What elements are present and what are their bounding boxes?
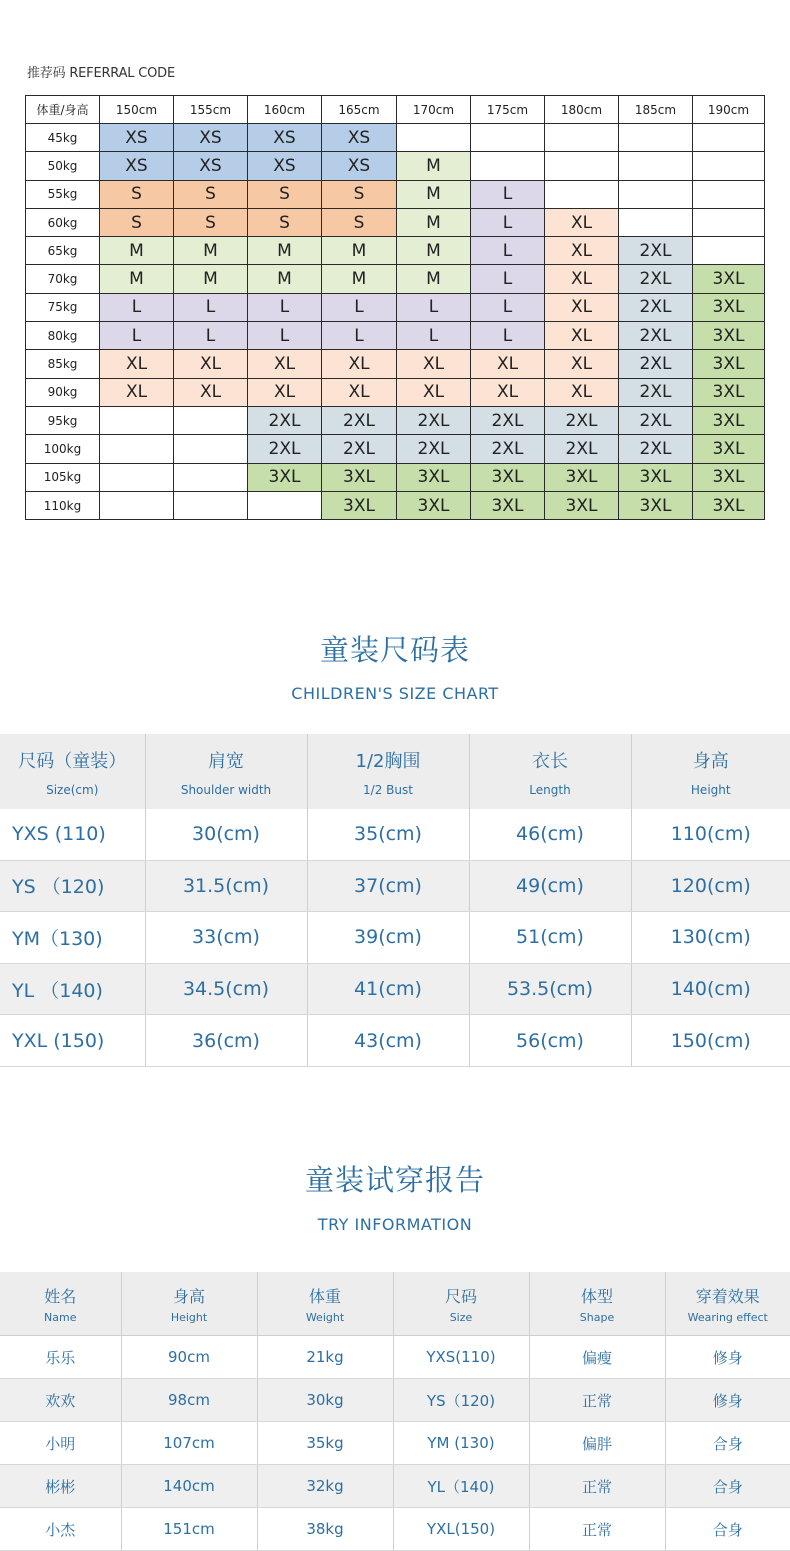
grid-row (26, 463, 765, 491)
shape-cell: 正常 (529, 1379, 665, 1422)
size-cell (471, 124, 545, 152)
size-header: 尺码 Size (393, 1272, 529, 1336)
try-info-title-en: TRY INFORMATION (317, 1215, 473, 1234)
grid-row (26, 322, 765, 350)
size-cell: XL (100, 378, 174, 406)
size-cell: S (322, 208, 397, 236)
size-cell: L (471, 293, 545, 321)
size-cell: M (397, 208, 471, 236)
size-cell (619, 180, 693, 208)
size-cell: 3XL (322, 491, 397, 519)
try-table-body (0, 1336, 790, 1551)
size-cell: XL (248, 350, 322, 378)
try-info-title-cn: 童装试穿报告 (304, 1163, 485, 1197)
size-row (0, 809, 790, 860)
height-cell: 140cm (121, 1465, 257, 1508)
name-cell: 小杰 (0, 1508, 121, 1551)
size-label: YXS (110) (0, 809, 145, 860)
grid-header-row (26, 96, 765, 124)
size-cell: M (397, 152, 471, 180)
size-cell: XL (471, 378, 545, 406)
size-cell: XS (322, 152, 397, 180)
size-cell: YL（140) (393, 1465, 529, 1508)
size-row (0, 1015, 790, 1067)
name-cell: 欢欢 (0, 1379, 121, 1422)
shape-cell: 正常 (529, 1465, 665, 1508)
size-cell: S (100, 208, 174, 236)
size-cell: 3XL (545, 491, 619, 519)
weight-cell: 38kg (257, 1508, 393, 1551)
size-cell (174, 406, 248, 434)
size-cell: L (471, 322, 545, 350)
height-header: 身高 Height (121, 1272, 257, 1336)
size-cell: S (248, 180, 322, 208)
size-cell: L (471, 265, 545, 293)
size-cell: 2XL (248, 435, 322, 463)
height-header: 160cm (248, 96, 322, 124)
try-table-header-row (0, 1272, 790, 1336)
size-cell: 3XL (693, 491, 765, 519)
size-label: YL （140) (0, 963, 145, 1015)
grid-row (26, 378, 765, 406)
referral-code-label: 推荐码 REFERRAL CODE (27, 66, 176, 81)
weight-label: 65kg (26, 237, 100, 265)
size-cell: M (248, 265, 322, 293)
size-cell: XS (248, 124, 322, 152)
wearing-effect-cell: 修身 (665, 1336, 790, 1379)
grid-row (26, 491, 765, 519)
size-cell (619, 124, 693, 152)
size-cell: M (397, 265, 471, 293)
weight-label: 90kg (26, 378, 100, 406)
grid-row (26, 124, 765, 152)
height-cell: 98cm (121, 1379, 257, 1422)
size-cell (619, 152, 693, 180)
size-table-body (0, 809, 790, 1066)
size-cell: 2XL (619, 265, 693, 293)
size-label: YM（130) (0, 912, 145, 964)
name-cell: 乐乐 (0, 1336, 121, 1379)
size-cell (100, 491, 174, 519)
length-header: 衣长 Length (469, 734, 631, 809)
size-cell: 2XL (397, 435, 471, 463)
size-cell: L (322, 322, 397, 350)
size-cell (545, 152, 619, 180)
size-cell: S (322, 180, 397, 208)
size-cell: XL (545, 208, 619, 236)
wearing-effect-header: 穿着效果 Wearing effect (665, 1272, 790, 1336)
shoulder-width-header: 肩宽 Shoulder width (145, 734, 307, 809)
weight-label: 100kg (26, 435, 100, 463)
size-cell: XL (322, 378, 397, 406)
size-cell: M (397, 180, 471, 208)
size-cell (248, 491, 322, 519)
size-cell: XS (174, 124, 248, 152)
height-header: 180cm (545, 96, 619, 124)
size-cell: L (471, 237, 545, 265)
size-cell: 2XL (397, 406, 471, 434)
size-cell: 2XL (619, 406, 693, 434)
height-header: 190cm (693, 96, 765, 124)
size-cell: 3XL (693, 406, 765, 434)
size-cell: 2XL (545, 406, 619, 434)
size-cell: M (174, 237, 248, 265)
size-cell (100, 463, 174, 491)
try-row (0, 1422, 790, 1465)
wearing-effect-cell: 合身 (665, 1465, 790, 1508)
size-cell: M (100, 265, 174, 293)
measurement-value: 41(cm) (307, 963, 469, 1015)
size-cell: L (322, 293, 397, 321)
size-cell: 2XL (248, 406, 322, 434)
size-cell: 3XL (545, 463, 619, 491)
measurement-value: 30(cm) (145, 809, 307, 860)
size-cell: YS（120) (393, 1379, 529, 1422)
size-cell: 3XL (322, 463, 397, 491)
height-cell: 151cm (121, 1508, 257, 1551)
size-chart-title-cn: 童装尺码表 (319, 633, 470, 667)
size-label: YXL (150) (0, 1015, 145, 1067)
wearing-effect-cell: 合身 (665, 1508, 790, 1551)
size-cell: XS (174, 152, 248, 180)
shape-cell: 偏瘦 (529, 1336, 665, 1379)
size-chart-title-en: CHILDREN'S SIZE CHART (291, 684, 499, 703)
size-cell (693, 237, 765, 265)
try-information-table (0, 1272, 790, 1551)
size-cell: XS (100, 152, 174, 180)
size-cell (693, 180, 765, 208)
weight-label: 75kg (26, 293, 100, 321)
weight-label: 85kg (26, 350, 100, 378)
size-cell: L (471, 180, 545, 208)
grid-corner-header: 体重/身高 (26, 96, 100, 124)
size-cell: S (174, 180, 248, 208)
size-cell: M (322, 265, 397, 293)
height-header: 175cm (471, 96, 545, 124)
half-bust-header: 1/2胸围 1/2 Bust (307, 734, 469, 809)
size-cell: XL (545, 265, 619, 293)
measurement-value: 110(cm) (631, 809, 790, 860)
size-cell: L (397, 322, 471, 350)
shape-cell: 偏胖 (529, 1422, 665, 1465)
size-cell: 3XL (619, 463, 693, 491)
children-size-table (0, 734, 790, 1067)
size-cell: 3XL (619, 491, 693, 519)
grid-row (26, 350, 765, 378)
size-cell: 2XL (619, 293, 693, 321)
measurement-value: 46(cm) (469, 809, 631, 860)
size-cell: XL (397, 378, 471, 406)
weight-label: 50kg (26, 152, 100, 180)
size-cell: 3XL (693, 378, 765, 406)
weight-label: 70kg (26, 265, 100, 293)
weight-height-size-grid (25, 95, 765, 520)
size-cell: 3XL (471, 463, 545, 491)
size-cell: 3XL (693, 350, 765, 378)
name-cell: 彬彬 (0, 1465, 121, 1508)
size-cell: 3XL (397, 463, 471, 491)
grid-row (26, 208, 765, 236)
weight-cell: 35kg (257, 1422, 393, 1465)
size-cell: XL (248, 378, 322, 406)
size-cell: XL (545, 293, 619, 321)
grid-row (26, 237, 765, 265)
measurement-value: 120(cm) (631, 860, 790, 912)
measurement-value: 35(cm) (307, 809, 469, 860)
size-cell (100, 406, 174, 434)
size-cell: XL (545, 350, 619, 378)
grid-row (26, 435, 765, 463)
size-row (0, 912, 790, 964)
size-cell: XL (174, 378, 248, 406)
size-cell (545, 180, 619, 208)
size-label: YS （120) (0, 860, 145, 912)
height-header: 185cm (619, 96, 693, 124)
size-cell: XL (545, 322, 619, 350)
height-header: 150cm (100, 96, 174, 124)
size-cell: L (100, 293, 174, 321)
weight-label: 60kg (26, 208, 100, 236)
size-cell: 3XL (397, 491, 471, 519)
measurement-value: 150(cm) (631, 1015, 790, 1067)
size-cell: XS (322, 124, 397, 152)
try-row (0, 1379, 790, 1422)
height-cell: 107cm (121, 1422, 257, 1465)
size-cell: M (322, 237, 397, 265)
grid-row (26, 265, 765, 293)
size-cell: L (248, 293, 322, 321)
size-cell (693, 208, 765, 236)
grid-row (26, 406, 765, 434)
size-cell: 3XL (248, 463, 322, 491)
weight-label: 55kg (26, 180, 100, 208)
size-cell: S (100, 180, 174, 208)
size-cell: XL (471, 350, 545, 378)
size-cell: XL (322, 350, 397, 378)
size-cell (619, 208, 693, 236)
measurement-value: 53.5(cm) (469, 963, 631, 1015)
size-cell: 2XL (322, 406, 397, 434)
size-cell: 2XL (471, 406, 545, 434)
size-cell: 2XL (619, 378, 693, 406)
size-cell: YXS(110) (393, 1336, 529, 1379)
measurement-value: 34.5(cm) (145, 963, 307, 1015)
weight-label: 95kg (26, 406, 100, 434)
grid-row (26, 152, 765, 180)
measurement-value: 56(cm) (469, 1015, 631, 1067)
size-cell: M (248, 237, 322, 265)
size-cell: 3XL (471, 491, 545, 519)
grid-row (26, 180, 765, 208)
size-cell: 2XL (619, 350, 693, 378)
height-header: 身高 Height (631, 734, 790, 809)
size-cell: XL (100, 350, 174, 378)
name-cell: 小明 (0, 1422, 121, 1465)
size-cell: M (397, 237, 471, 265)
size-cell: S (248, 208, 322, 236)
size-cell: XL (174, 350, 248, 378)
size-cell (174, 491, 248, 519)
weight-cell: 30kg (257, 1379, 393, 1422)
size-cell (174, 435, 248, 463)
size-cell: XL (397, 350, 471, 378)
size-cell: 2XL (619, 237, 693, 265)
size-cell: 3XL (693, 293, 765, 321)
weight-header: 体重 Weight (257, 1272, 393, 1336)
size-cell: XL (545, 378, 619, 406)
measurement-value: 140(cm) (631, 963, 790, 1015)
weight-cell: 32kg (257, 1465, 393, 1508)
measurement-value: 43(cm) (307, 1015, 469, 1067)
size-row (0, 860, 790, 912)
size-cell (100, 435, 174, 463)
size-cell: 3XL (693, 463, 765, 491)
size-cell: XS (248, 152, 322, 180)
name-header: 姓名 Name (0, 1272, 121, 1336)
shape-header: 体型 Shape (529, 1272, 665, 1336)
weight-label: 110kg (26, 491, 100, 519)
grid-row (26, 293, 765, 321)
size-row (0, 963, 790, 1015)
size-cell: L (174, 293, 248, 321)
size-cell: M (174, 265, 248, 293)
wearing-effect-cell: 修身 (665, 1379, 790, 1422)
size-cell (174, 463, 248, 491)
size-cell (471, 152, 545, 180)
size-cell (693, 124, 765, 152)
try-row (0, 1336, 790, 1379)
size-cell: L (174, 322, 248, 350)
size-cell: S (174, 208, 248, 236)
height-header: 155cm (174, 96, 248, 124)
size-cell: 2XL (619, 322, 693, 350)
measurement-value: 31.5(cm) (145, 860, 307, 912)
height-header: 170cm (397, 96, 471, 124)
height-cell: 90cm (121, 1336, 257, 1379)
try-row (0, 1508, 790, 1551)
size-cell: 2XL (322, 435, 397, 463)
size-cell: XS (100, 124, 174, 152)
size-cell: 2XL (471, 435, 545, 463)
size-header: 尺码（童装） Size(cm) (0, 734, 145, 809)
size-cell: L (248, 322, 322, 350)
size-cell: M (100, 237, 174, 265)
weight-label: 105kg (26, 463, 100, 491)
size-cell: 3XL (693, 435, 765, 463)
size-cell: 2XL (545, 435, 619, 463)
weight-cell: 21kg (257, 1336, 393, 1379)
size-cell: L (471, 208, 545, 236)
wearing-effect-cell: 合身 (665, 1422, 790, 1465)
size-cell: 2XL (619, 435, 693, 463)
size-cell: L (397, 293, 471, 321)
size-cell (693, 152, 765, 180)
measurement-value: 49(cm) (469, 860, 631, 912)
size-cell: 3XL (693, 265, 765, 293)
weight-label: 45kg (26, 124, 100, 152)
try-row (0, 1465, 790, 1508)
size-cell (397, 124, 471, 152)
measurement-value: 130(cm) (631, 912, 790, 964)
size-table-header-row (0, 734, 790, 809)
weight-label: 80kg (26, 322, 100, 350)
measurement-value: 51(cm) (469, 912, 631, 964)
measurement-value: 37(cm) (307, 860, 469, 912)
measurement-value: 39(cm) (307, 912, 469, 964)
shape-cell: 正常 (529, 1508, 665, 1551)
measurement-value: 36(cm) (145, 1015, 307, 1067)
size-cell: L (100, 322, 174, 350)
size-cell: YXL(150) (393, 1508, 529, 1551)
grid-body (26, 124, 765, 520)
size-cell: 3XL (693, 322, 765, 350)
size-cell: XL (545, 237, 619, 265)
height-header: 165cm (322, 96, 397, 124)
size-cell: YM (130) (393, 1422, 529, 1465)
size-cell (545, 124, 619, 152)
measurement-value: 33(cm) (145, 912, 307, 964)
